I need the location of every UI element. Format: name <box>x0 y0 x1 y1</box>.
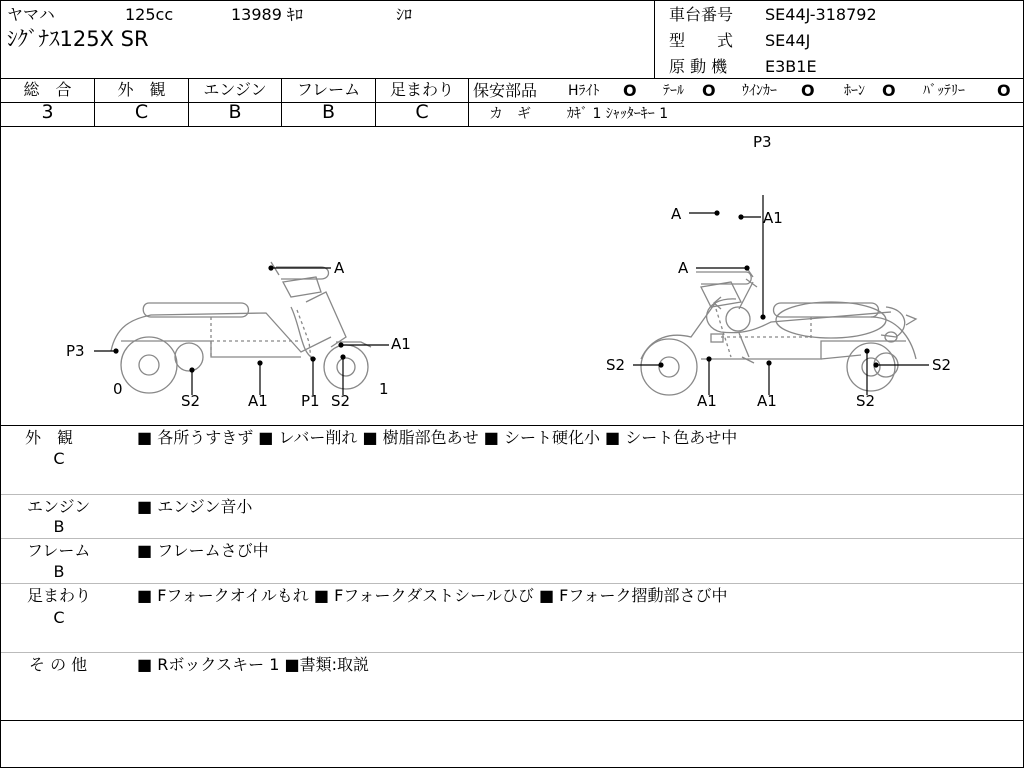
note-category-frame: フレーム <box>27 541 91 560</box>
engine-model-label: 原 動 機 <box>669 57 728 76</box>
note-category-engine: エンジン <box>27 497 91 516</box>
right-label-a1-center: A1 <box>757 392 777 410</box>
right-label-a1: A1 <box>697 392 717 410</box>
safety-item-horn: ﾎｰﾝ <box>844 83 865 99</box>
top-label-a: A <box>671 205 682 223</box>
note-text-exterior: ■ 各所うすきず ■ レバー削れ ■ 樹脂部色あせ ■ シート硬化小 ■ シート色あせ中 <box>137 428 738 447</box>
grade-engine-label: エンジン <box>203 80 267 99</box>
note-text-chassis: ■ Fフォークオイルもれ ■ Fフォークダストシールひび ■ Fフォーク摺動部さび中 <box>137 586 728 605</box>
top-label-p3: P3 <box>753 133 772 151</box>
safety-item-battery: ﾊﾞｯﾃﾘｰ <box>923 83 965 99</box>
note-grade-chassis: C <box>53 608 65 627</box>
grade-total-label: 総 合 <box>23 80 72 99</box>
scooter-left-view <box>111 262 371 393</box>
engine-model: E3B1E <box>765 57 817 76</box>
note-text-engine: ■ エンジン音小 <box>137 497 253 516</box>
safety-mark-horn: O <box>882 81 896 100</box>
safety-mark-winker: O <box>801 81 815 100</box>
safety-mid-rule <box>468 102 1023 103</box>
note-grade-engine: B <box>53 517 65 536</box>
type-value: SE44J <box>765 31 811 50</box>
displacement: 125cc <box>125 5 174 24</box>
safety-mark-headlight: O <box>623 81 637 100</box>
notes-row-rule <box>1 583 1023 584</box>
grade-frame-label: フレーム <box>296 80 361 99</box>
top-label-a1: A1 <box>763 209 783 227</box>
scooter-top-view <box>707 279 916 363</box>
left-label-s2: S2 <box>181 392 201 410</box>
right-label-a: A <box>678 259 689 277</box>
header-rule <box>1 78 1023 79</box>
left-label-1: 1 <box>379 380 389 398</box>
body-color: ｼﾛ <box>396 5 413 24</box>
grade-chassis-value: C <box>415 101 429 123</box>
key-value: ｶｷﾞ 1 ｼｬｯﾀｰｷｰ 1 <box>567 106 669 122</box>
safety-mark-battery: O <box>997 81 1011 100</box>
note-category-other: そ の 他 <box>29 655 88 674</box>
safety-item-headlight: Hﾗｲﾄ <box>568 83 600 99</box>
safety-mark-tail: O <box>702 81 716 100</box>
note-grade-exterior: C <box>53 449 65 468</box>
left-label-0: 0 <box>113 380 123 398</box>
safety-parts-title: 保安部品 <box>473 81 538 100</box>
frame-number-label: 車台番号 <box>669 5 734 24</box>
grade-engine-value: B <box>228 101 242 123</box>
grade-exterior-value: C <box>134 101 149 123</box>
left-label-s2-front: S2 <box>331 392 351 410</box>
type-label: 型 式 <box>669 31 734 50</box>
note-category-exterior: 外 観 <box>25 428 74 447</box>
notes-bottom-rule <box>1 720 1023 721</box>
note-grade-frame: B <box>53 562 65 581</box>
grade-frame-value: B <box>321 101 336 123</box>
header-divider <box>654 1 655 78</box>
model-name: ｼｸﾞﾅｽ125X SR <box>7 27 149 51</box>
grade-mid-rule <box>1 102 468 103</box>
right-label-s2-bottom: S2 <box>856 392 876 410</box>
mileage: 13989 ｷﾛ <box>231 5 303 24</box>
left-label-a1: A1 <box>391 335 411 353</box>
right-label-s2-rear: S2 <box>932 356 952 374</box>
grade-chassis-label: 足まわり <box>389 80 454 99</box>
safety-item-winker: ｳｲﾝｶｰ <box>742 83 777 99</box>
note-text-frame: ■ フレームさび中 <box>137 541 269 560</box>
key-label: カ ギ <box>489 106 531 122</box>
left-label-p3: P3 <box>66 342 85 360</box>
left-label-p1: P1 <box>301 392 320 410</box>
notes-row-rule <box>1 494 1023 495</box>
note-category-chassis: 足まわり <box>27 586 92 605</box>
frame-number: SE44J-318792 <box>765 5 877 24</box>
notes-row-rule <box>1 652 1023 653</box>
notes-top-rule <box>1 425 1023 426</box>
notes-row-rule <box>1 538 1023 539</box>
damage-diagram <box>1 127 1023 427</box>
left-label-a1-bottom: A1 <box>248 392 268 410</box>
grade-exterior-label: 外 観 <box>117 80 166 99</box>
grade-total-value: 3 <box>41 101 54 123</box>
safety-item-tail: ﾃｰﾙ <box>663 83 684 99</box>
maker: ヤマハ <box>7 5 55 24</box>
right-label-s2-front: S2 <box>606 356 626 374</box>
left-label-a: A <box>334 259 345 277</box>
note-text-other: ■ Rボックスキー 1 ■書類:取説 <box>137 655 370 674</box>
